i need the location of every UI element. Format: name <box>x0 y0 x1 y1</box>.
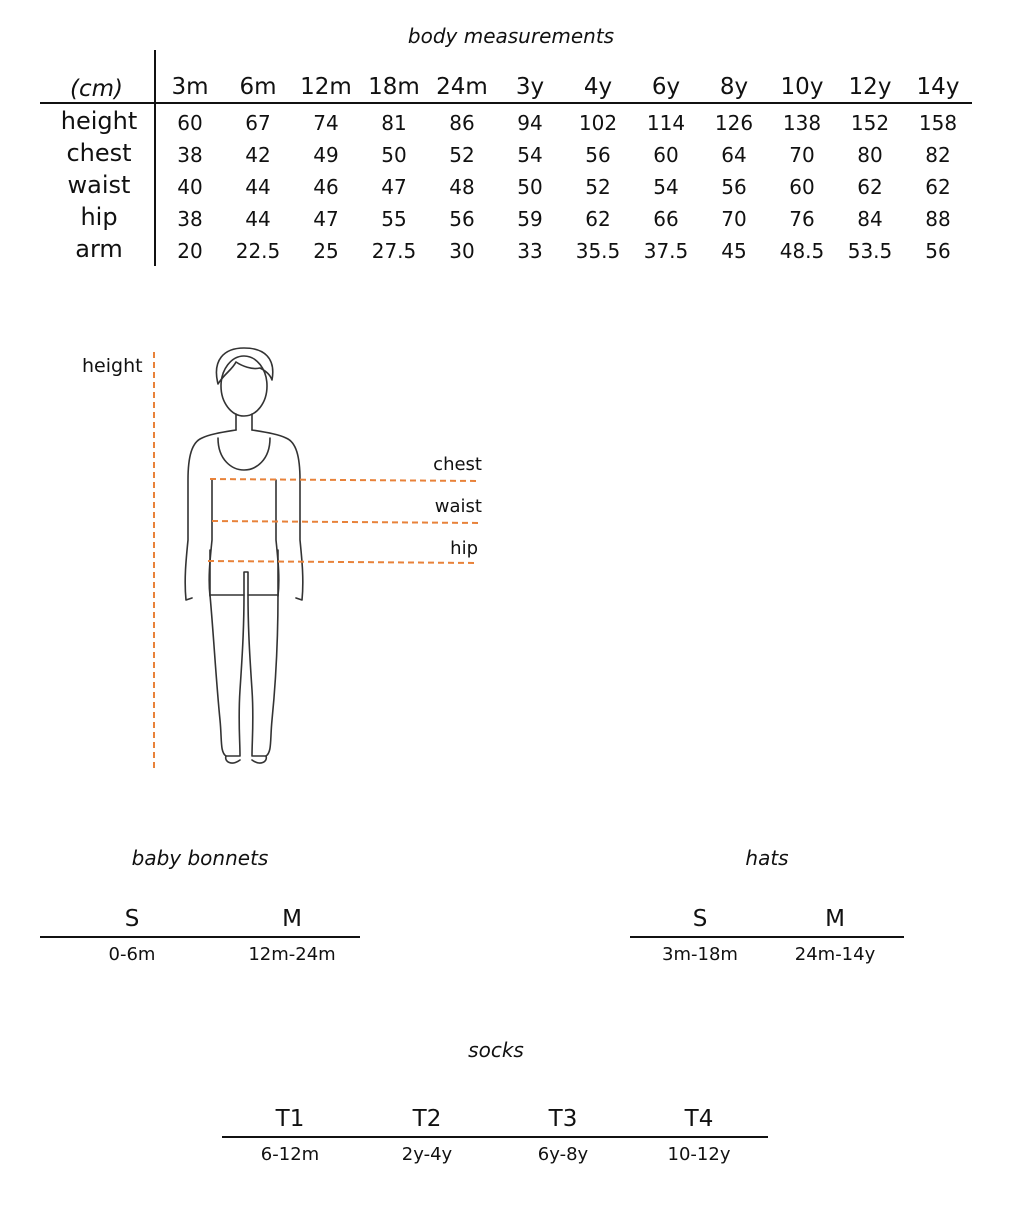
hip-guide-label: hip <box>450 538 478 559</box>
hats-title: hats <box>745 846 789 870</box>
table-cell: 40 <box>177 175 203 199</box>
child-figure-illustration <box>140 340 500 780</box>
size-range: 0-6m <box>108 944 156 965</box>
table-cell: 50 <box>517 175 543 199</box>
size-range: 10-12y <box>667 1144 731 1165</box>
table-cell: 20 <box>177 239 203 263</box>
table-cell: 64 <box>721 143 747 167</box>
table-header-divider <box>630 936 904 938</box>
size-header: 10y <box>780 74 824 100</box>
table-cell: 88 <box>925 207 951 231</box>
size-header: 8y <box>719 74 749 100</box>
size-header: 18m <box>368 74 420 100</box>
table-cell: 38 <box>177 207 203 231</box>
table-cell: 54 <box>653 175 679 199</box>
table-cell: 54 <box>517 143 543 167</box>
table-cell: 102 <box>578 111 618 135</box>
table-cell: 60 <box>177 111 203 135</box>
table-cell: 56 <box>449 207 475 231</box>
size-header: 14y <box>916 74 960 100</box>
table-cell: 126 <box>714 111 754 135</box>
table-cell: 49 <box>313 143 339 167</box>
table-cell: 56 <box>925 239 951 263</box>
row-label-height: height <box>60 107 138 135</box>
size-range: 2y-4y <box>401 1144 453 1165</box>
table-cell: 82 <box>925 143 951 167</box>
row-label-arm: arm <box>75 235 123 263</box>
size-header: 3y <box>515 74 545 100</box>
size-header: 12y <box>848 74 892 100</box>
table-cell: 46 <box>313 175 339 199</box>
table-cell: 52 <box>585 175 611 199</box>
table-cell: 35.5 <box>575 239 621 263</box>
row-label-waist: waist <box>67 171 131 199</box>
table-cell: 158 <box>918 111 958 135</box>
table-cell: 70 <box>721 207 747 231</box>
table-cell: 47 <box>381 175 407 199</box>
table-cell: 74 <box>313 111 339 135</box>
table-cell: 53.5 <box>847 239 893 263</box>
table-cell: 152 <box>850 111 890 135</box>
table-cell: 48 <box>449 175 475 199</box>
table-header-divider <box>40 102 972 104</box>
size-header: M <box>282 906 302 932</box>
size-header: 4y <box>583 74 613 100</box>
size-header: S <box>124 906 140 932</box>
socks-title: socks <box>468 1038 524 1062</box>
size-range: 24m-14y <box>794 944 876 965</box>
table-cell: 114 <box>646 111 686 135</box>
table-cell: 30 <box>449 239 475 263</box>
table-cell: 80 <box>857 143 883 167</box>
size-range: 12m-24m <box>248 944 336 965</box>
table-cell: 52 <box>449 143 475 167</box>
table-header-divider <box>222 1136 768 1138</box>
size-header: 12m <box>300 74 352 100</box>
table-header-divider <box>40 936 360 938</box>
table-cell: 66 <box>653 207 679 231</box>
baby-bonnets-title: baby bonnets <box>131 846 269 870</box>
table-cell: 76 <box>789 207 815 231</box>
size-header: 6y <box>651 74 681 100</box>
waist-guide-label: waist <box>434 496 482 517</box>
table-cell: 47 <box>313 207 339 231</box>
table-cell: 56 <box>585 143 611 167</box>
table-cell: 86 <box>449 111 475 135</box>
table-cell: 81 <box>381 111 407 135</box>
table-cell: 84 <box>857 207 883 231</box>
table-cell: 62 <box>585 207 611 231</box>
table-cell: 67 <box>245 111 271 135</box>
table-cell: 44 <box>245 175 271 199</box>
size-header: 6m <box>239 74 277 100</box>
table-cell: 38 <box>177 143 203 167</box>
body-measurements-title: body measurements <box>407 24 615 48</box>
table-cell: 33 <box>517 239 543 263</box>
size-header: T4 <box>684 1106 714 1132</box>
row-label-chest: chest <box>66 139 132 167</box>
size-range: 6y-8y <box>537 1144 589 1165</box>
table-cell: 56 <box>721 175 747 199</box>
chest-guide-line <box>210 479 480 481</box>
table-cell: 60 <box>789 175 815 199</box>
hip-guide-line <box>208 561 478 563</box>
child-body-outline <box>185 348 303 763</box>
waist-guide-line <box>212 521 482 523</box>
table-cell: 62 <box>925 175 951 199</box>
table-cell: 55 <box>381 207 407 231</box>
table-cell: 44 <box>245 207 271 231</box>
size-header: M <box>825 906 845 932</box>
unit-label: (cm) <box>70 76 123 102</box>
table-cell: 27.5 <box>371 239 417 263</box>
height-guide-label: height <box>82 355 143 377</box>
size-header: T1 <box>275 1106 305 1132</box>
table-cell: 22.5 <box>235 239 281 263</box>
size-header: 24m <box>436 74 488 100</box>
table-cell: 60 <box>653 143 679 167</box>
table-cell: 94 <box>517 111 543 135</box>
size-header: T2 <box>412 1106 442 1132</box>
table-cell: 45 <box>721 239 747 263</box>
chest-guide-label: chest <box>433 454 482 475</box>
size-header: 3m <box>171 74 209 100</box>
table-cell: 62 <box>857 175 883 199</box>
table-cell: 48.5 <box>779 239 825 263</box>
size-header: S <box>692 906 708 932</box>
row-label-hip: hip <box>80 203 118 231</box>
table-cell: 25 <box>313 239 339 263</box>
table-cell: 138 <box>782 111 822 135</box>
table-cell: 37.5 <box>643 239 689 263</box>
table-cell: 50 <box>381 143 407 167</box>
size-range: 3m-18m <box>662 944 738 965</box>
table-cell: 42 <box>245 143 271 167</box>
size-range: 6-12m <box>260 1144 320 1165</box>
table-cell: 59 <box>517 207 543 231</box>
table-cell: 70 <box>789 143 815 167</box>
size-header: T3 <box>548 1106 578 1132</box>
